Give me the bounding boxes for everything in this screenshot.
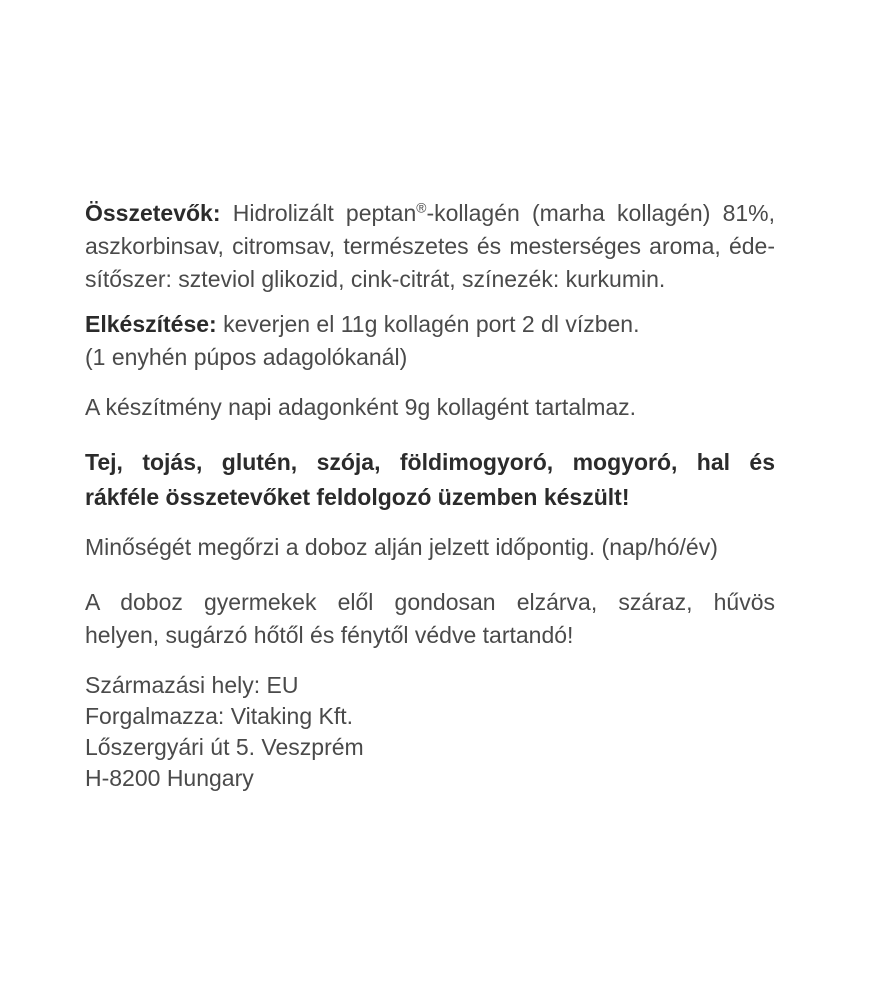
best-before-paragraph bbox=[85, 531, 775, 564]
text-line: A doboz gyermekek elől gondosan elzárva, száraz, hűvös bbox=[85, 589, 775, 615]
text-line: (1 enyhén púpos adagolókanál) bbox=[85, 344, 408, 370]
preparation-line1: keverjen el 11g kollagén port 2 dl vízben. bbox=[223, 311, 640, 337]
text-line: sítőszer: szteviol glikozid, cink-citrát, színezék: kurkumin. bbox=[85, 266, 666, 292]
origin-line: Származási hely: EU bbox=[85, 672, 299, 698]
label-text-block bbox=[85, 197, 775, 794]
text-line bbox=[85, 308, 775, 341]
text-line bbox=[85, 197, 775, 230]
street-line: Lőszergyári út 5. Veszprém bbox=[85, 734, 364, 760]
storage-paragraph bbox=[85, 586, 775, 652]
manufacturer-address-paragraph bbox=[85, 670, 775, 794]
text-line: helyen, sugárzó hőtől és fénytől védve tartandó! bbox=[85, 622, 574, 648]
allergen-warning-paragraph bbox=[85, 445, 775, 515]
text-line: aszkorbinsav, citromsav, természetes és mesterséges aroma, éde- bbox=[85, 233, 775, 259]
text-line: A készítmény napi adagonként 9g kollagént tartalmaz. bbox=[85, 394, 637, 420]
ingredients-line1: Hidrolizált peptan®-kollagén (marha kollagén) 81%, bbox=[232, 200, 776, 226]
text-line: Tej, tojás, glutén, szója, földimogyoró, mogyoró, hal és bbox=[85, 449, 775, 475]
country-line: H-8200 Hungary bbox=[85, 765, 254, 791]
preparation-heading: Elkészítése: bbox=[85, 311, 217, 337]
daily-dose-paragraph bbox=[85, 391, 775, 424]
ingredients-heading: Összetevők: bbox=[85, 200, 221, 226]
registered-trademark-symbol: ® bbox=[416, 200, 427, 216]
text-line: rákféle összetevőket feldolgozó üzemben készült! bbox=[85, 484, 630, 510]
distributor-line: Forgalmazza: Vitaking Kft. bbox=[85, 703, 354, 729]
text-line: Minőségét megőrzi a doboz alján jelzett időpontig. (nap/hó/év) bbox=[85, 534, 718, 560]
preparation-paragraph bbox=[85, 308, 775, 374]
ingredients-paragraph bbox=[85, 197, 775, 296]
